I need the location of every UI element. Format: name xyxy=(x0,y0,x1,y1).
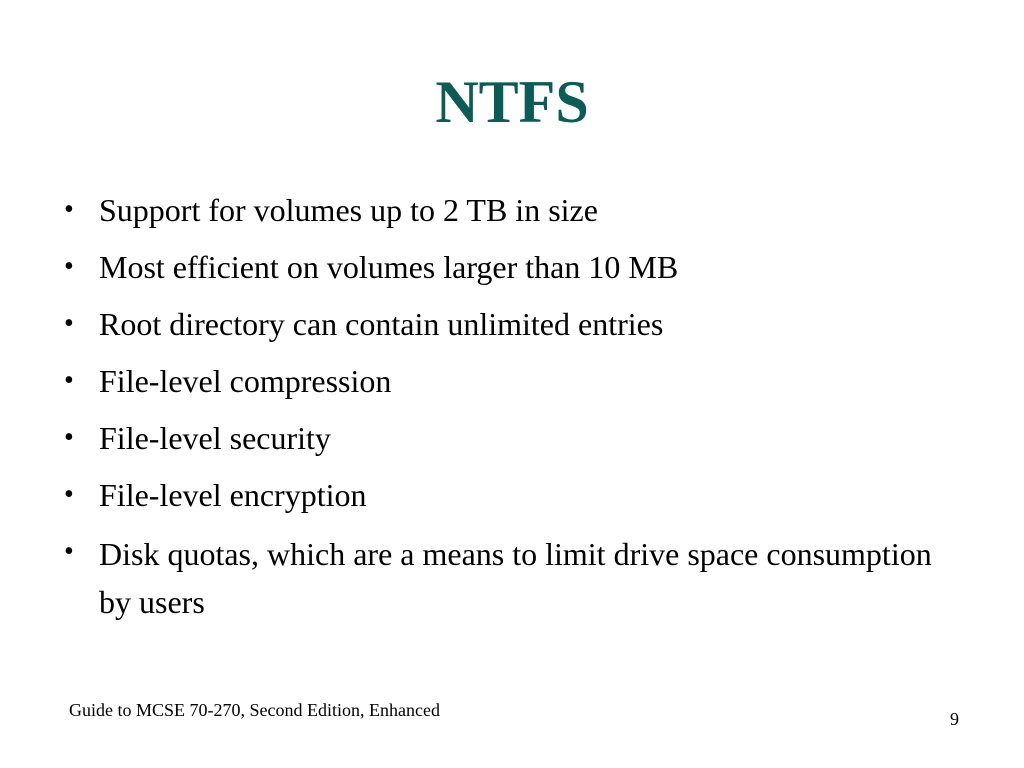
bullet-icon: • xyxy=(64,251,74,282)
bullet-icon: • xyxy=(64,422,74,453)
bullet-text: Most efficient on volumes larger than 10 MB xyxy=(99,249,679,285)
bullet-icon: • xyxy=(64,536,74,567)
footer-text: Guide to MCSE 70-270, Second Edition, Enhanced xyxy=(69,700,440,720)
list-item xyxy=(58,530,958,626)
bullet-text: Disk quotas, which are a means to limit drive space consumption by users xyxy=(99,536,932,620)
bullet-text: File-level compression xyxy=(99,363,392,399)
list-item xyxy=(58,359,958,403)
bullet-text: Support for volumes up to 2 TB in size xyxy=(99,192,598,228)
bullet-icon: • xyxy=(64,365,74,396)
list-item xyxy=(58,245,958,289)
bullet-text: File-level security xyxy=(99,420,331,456)
bullet-text: File-level encryption xyxy=(99,477,367,513)
list-item xyxy=(58,473,958,517)
list-item xyxy=(58,416,958,460)
list-item xyxy=(58,188,958,232)
slide-title: NTFS xyxy=(435,69,589,135)
bullet-icon: • xyxy=(64,194,74,225)
list-item xyxy=(58,302,958,346)
bullet-text: Root directory can contain unlimited entries xyxy=(99,306,664,342)
bullet-list xyxy=(58,188,958,639)
bullet-icon: • xyxy=(64,479,74,510)
page-number: 9 xyxy=(950,709,959,729)
bullet-icon: • xyxy=(64,308,74,339)
